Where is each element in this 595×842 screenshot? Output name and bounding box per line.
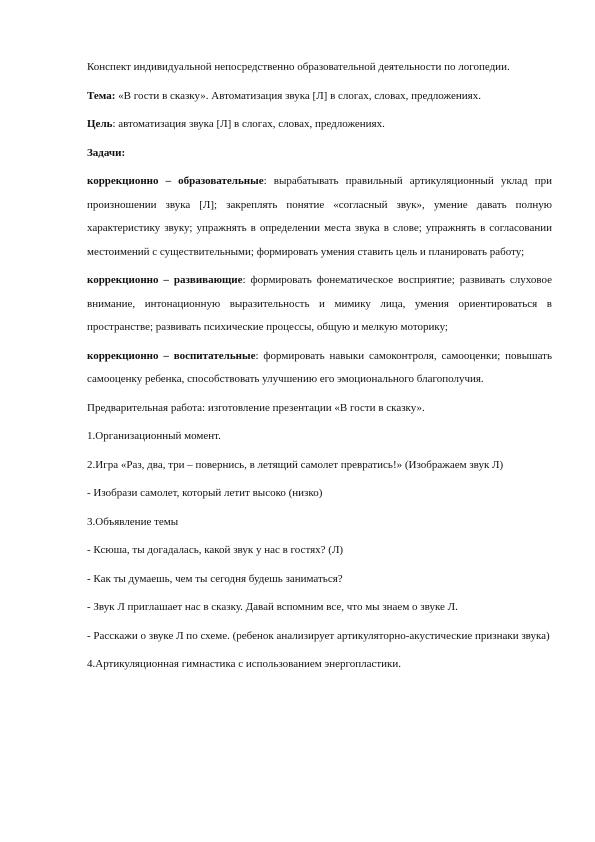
line-think: - Как ты думаешь, чем ты сегодня будешь заниматься?	[87, 572, 343, 585]
step-topic: 3.Объявление темы	[87, 515, 179, 528]
document-page	[87, 56, 552, 682]
task-upbringing-text: : формировать навыки самоконтроля, самооценки; повышать самооценку ребенка, способствовать улучшению его эмоционального благополучия.	[87, 349, 552, 385]
task-upbringing	[87, 345, 552, 392]
line-guess: - Ксюша, ты догадалась, какой звук у нас в гостях? (Л)	[87, 544, 344, 556]
goal-paragraph	[87, 113, 552, 137]
goal-text: : автоматизация звука [Л] в слогах, словах, предложениях.	[112, 118, 385, 130]
step-articulation: 4.Артикуляционная гимнастика с использованием энергопластики.	[87, 658, 402, 670]
goal-label: Цель	[87, 118, 113, 130]
task-educational-label: коррекционно – образовательные	[87, 175, 264, 187]
step-game: 2.Игра «Раз, два, три – повернись, в летящий самолет превратись!» (Изображаем звук Л)	[87, 458, 504, 471]
theme-text: «В гости в сказку». Автоматизация звука [Л] в слогах, словах, предложениях.	[115, 89, 481, 102]
line-tell: - Расскажи о звуке Л по схеме. (ребенок анализирует артикуляторно-акустические признаки звука)	[87, 629, 550, 642]
task-developmental	[87, 269, 552, 340]
task-developmental-label: коррекционно – развивающие	[87, 274, 243, 286]
task-developmental-text: : формировать фонематическое восприятие; развивать слуховое внимание, интонационную выразительность и мимику лица, умения ориентироваться в пространстве; развивать психические процессы, общую и мелкую моторику;	[87, 274, 553, 333]
document-title: Конспект индивидуальной непосредственно образовательной деятельности по логопедии.	[87, 61, 510, 73]
theme-paragraph	[87, 85, 552, 109]
task-educational	[87, 170, 552, 264]
task-upbringing-label: коррекционно – воспитательные	[87, 349, 256, 362]
task-educational-text: : вырабатывать правильный артикуляционный уклад при произношении звука [Л]; закреплять понятие «согласный звук», умение давать полную характеристику звуку; упражнять в определении места звука в слове; упражнять в согласовании местоимений с существительными; формировать умения ставить цель и планировать работу;	[87, 175, 552, 258]
line-invite: - Звук Л приглашает нас в сказку. Давай вспомним все, что мы знаем о звуке Л.	[87, 601, 458, 613]
tasks-heading: Задачи:	[87, 146, 126, 159]
preparatory-work: Предварительная работа: изготовление презентации «В гости в сказку».	[87, 401, 425, 414]
theme-label: Тема:	[87, 89, 116, 102]
line-plane: - Изобрази самолет, который летит высоко (низко)	[87, 487, 323, 499]
step-organizational: 1.Организационный момент.	[87, 430, 221, 442]
